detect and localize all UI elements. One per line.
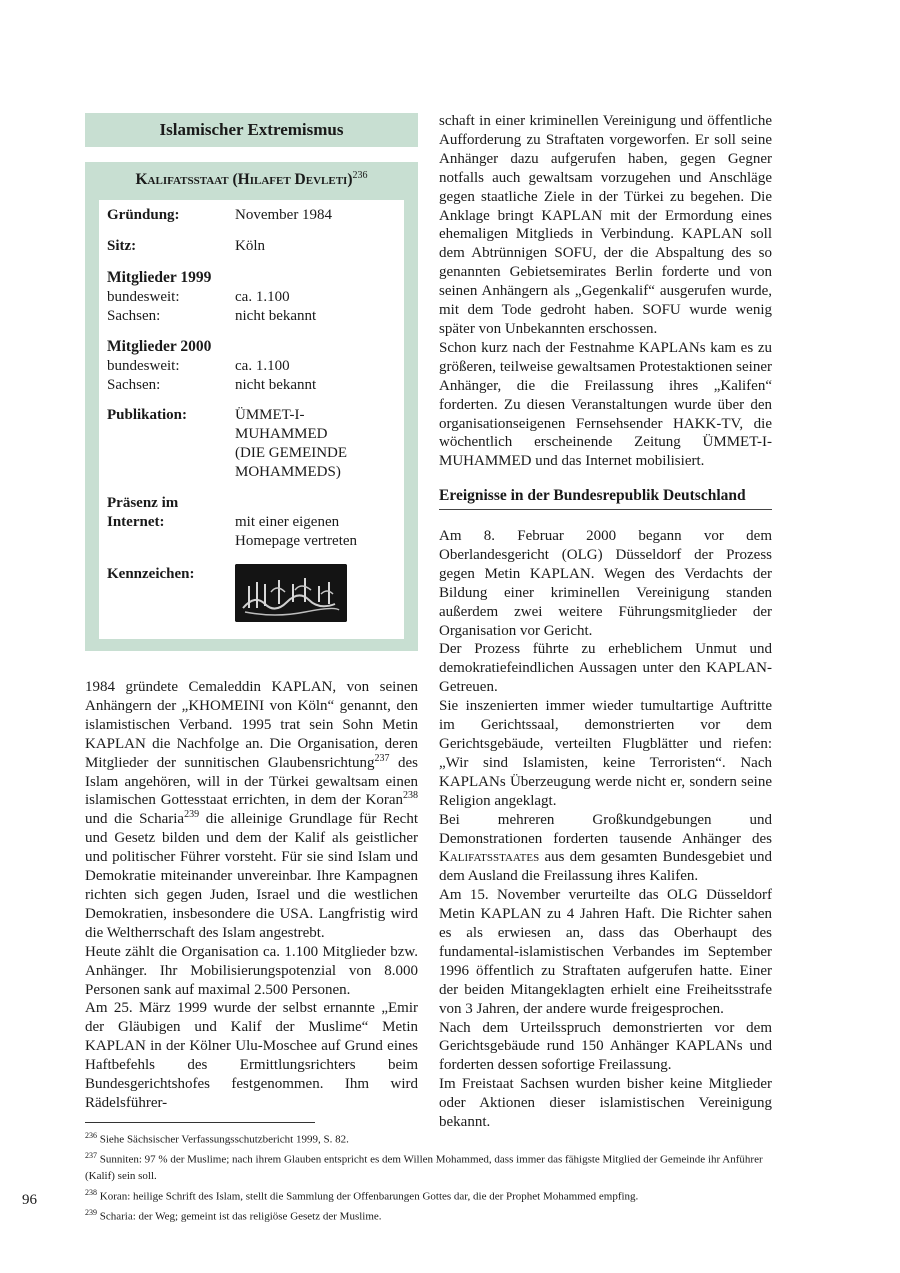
bundesweit-label: bundesweit: (107, 358, 180, 374)
sachsen-label: Sachsen: (107, 308, 161, 324)
footnote-number: 237 (85, 1151, 97, 1161)
paragraph: Schon kurz nach der Festnahme KAPLANs kam es zu größeren, teilweise gewaltsamen Protestaktionen seiner Anhänger, die die Freilassung ihres „Kalifen“ forderten. Zu diesen Veranstaltungen wurde über den organisationseigenen Fernsehsender HAKK-TV, die wöchentlich erscheinende Zeitung ÜMMET-I-MUHAMMED und das Internet mobilisiert. (439, 339, 772, 470)
footnote-number: 238 (85, 1187, 97, 1197)
paragraph: Im Freistaat Sachsen wurden bisher keine Mitglieder oder Aktionen dieser islamistischen Vereinigung bekannt. (439, 1076, 772, 1131)
sachsen-label: Sachsen: (107, 377, 161, 393)
publikation-line: ÜMMET-I- (235, 407, 305, 423)
footnote-text: Siehe Sächsischer Verfassungsschutzbericht 1999, S. 82. (97, 1133, 349, 1146)
praesenz-label-line: Präsenz im (107, 495, 179, 511)
footnote-text: Koran: heilige Schrift des Islam, stellt die Sammlung der Offenbarungen Gottes dar, die der Prophet Mohammed empfing. (97, 1190, 639, 1203)
bundesweit-1999-value: ca. 1.100 (235, 289, 290, 305)
gruendung-label: Gründung: (107, 207, 180, 223)
text-span: 1984 gründete Cemaleddin KAPLAN, von seinen Anhängern der „KHOMEINI von Köln“ genannt, den islamistischen Verband. 1995 trat sein Sohn Metin KAPLAN die Nachfolge an. Die Organisation, deren Mitglieder der sunnitischen Glaubensrichtung (85, 679, 418, 771)
kennzeichen-label: Kennzeichen: (107, 566, 195, 582)
footnote-text: Scharia: der Weg; gemeint ist das religiöse Gesetz der Muslime. (97, 1210, 382, 1223)
footnote (85, 1185, 775, 1205)
paragraph (439, 811, 772, 887)
footnote-number: 239 (85, 1207, 97, 1217)
calligraphy-emblem-icon (235, 564, 347, 622)
paragraph: Am 25. März 1999 wurde der selbst ernannte „Emir der Gläubigen und Kalif der Muslime“ Metin KAPLAN in der Kölner Ulu-Moschee auf Grund eines Haftbefehls des Ermittlungsrichters beim Bundesgerichtshofes festgenommen. Ihm wird Rädelsführer- (85, 1000, 418, 1111)
bundesweit-label: bundesweit: (107, 289, 180, 305)
section-subheading: Ereignisse in der Bundesrepublik Deutschland (439, 487, 772, 510)
footnote-ref-238: 238 (403, 790, 418, 802)
text-span: die alleinige Grundlage für Recht und Gesetz bilden und dem der Kalif als geistlicher und politischer Führer vorsteht. Für sie sind Islam und Demokratie miteinander unvereinbar. Ihre Kampagnen richten sich gegen Juden, Israel und die westlichen Demokratien, insbesondere die USA. Langfristig wird die Weltherrschaft des Islam angestrebt. (85, 811, 418, 941)
paragraph: Nach dem Urteilsspruch demonstrierten vor dem Gerichtsgebäude rund 150 Anhänger KAPLANs und forderten dessen sofortige Freilassung. (439, 1019, 772, 1074)
sitz-value: Köln (235, 238, 265, 254)
publikation-value (235, 406, 347, 482)
footnote-text: Sunniten: 97 % der Muslime; nach ihrem Glauben entspricht es dem Willen Mohammed, dass immer das fähigste Mitglied der Gemeinde ihr Anführer (Kalif) sein soll. (85, 1153, 763, 1183)
praesenz-label-line: Internet: (107, 514, 165, 530)
sachsen-2000-value: nicht bekannt (235, 377, 317, 393)
gruendung-value: November 1984 (235, 207, 333, 223)
organization-facts (99, 200, 404, 639)
organization-info-box (85, 162, 418, 651)
text-span: Bei mehreren Großkundgebungen und Demonstrationen forderten tausende Anhänger des (439, 811, 772, 847)
page-number: 96 (22, 1192, 37, 1208)
organization-name-part: Kalifatsstaat ( (135, 171, 238, 189)
section-title: Islamischer Extremismus (85, 113, 418, 147)
paragraph (85, 678, 418, 943)
footnotes (85, 1128, 775, 1225)
footnote (85, 1205, 775, 1225)
praesenz-value-line: Homepage vertreten (235, 533, 358, 549)
praesenz-value (235, 513, 357, 551)
publikation-label: Publikation: (107, 407, 188, 423)
footnote-divider (85, 1122, 315, 1123)
footnote-ref-239: 239 (184, 809, 200, 821)
praesenz-value-line: mit einer eigenen (235, 514, 340, 530)
footnote (85, 1148, 775, 1185)
sachsen-1999-value: nicht bekannt (235, 308, 317, 324)
paragraph: Der Prozess führte zu erheblichem Unmut und demokratiefeindlichen Aussagen unter den KAPLAN-Getreuen. (439, 641, 772, 696)
praesenz-label (107, 494, 178, 532)
paragraph: Sie inszenierten immer wieder tumultartige Auftritte im Gerichtssaal, demonstrierten vor dem Gerichtsgebäude, verteilten Flugblätter und riefen: „Wir sind Islamisten, keine Terroristen“. Nach KAPLANs Überzeugung werde nicht er, sondern seine Religion angeklagt. (439, 698, 772, 809)
left-column-text (85, 678, 418, 1113)
right-column-text-top (439, 112, 772, 471)
organization-name (85, 170, 418, 189)
organization-name-part: ) (347, 171, 353, 189)
mitglieder-2000-label: Mitglieder 2000 (107, 338, 212, 355)
bundesweit-2000-value: ca. 1.100 (235, 358, 290, 374)
footnote-ref-236: 236 (352, 170, 368, 181)
right-column-text-bottom (439, 527, 772, 1132)
paragraph: schaft in einer kriminellen Vereinigung und öffentliche Aufforderung zu Straftaten vorgeworfen. Er soll seine Anhänger dazu aufgerufen haben, gegen Gegner notfalls auch gewaltsam vorzugehen und Anschläge gegen staatliche Ziele in der Türkei zu begehen. Die Anklage bringt KAPLAN mit der Ermordung eines ehemaligen Mitglieds in Verbindung. KAPLAN soll dem Abtrünnigen SOFU, der die Abspaltung des so genannten Gebietsemirates Berlin forderte und von seinen Anhängern als „Gegenkalif“ ausgerufen wurde, mit dem Tode gedroht haben. SOFU wurde wenig später von Unbekannten erschossen. (439, 113, 772, 337)
mitglieder-1999-label: Mitglieder 1999 (107, 269, 212, 286)
paragraph: Am 15. November verurteilte das OLG Düsseldorf Metin KAPLAN zu 4 Jahren Haft. Die Richter sahen es als erwiesen an, dass das Oberhaupt des fundamental-islamistischen Verbandes im September 1996 öffentlich zu Straftaten aufgerufen hatte. Einer der beiden Mitangeklagten erhielt eine Freiheitsstrafe von 3 Jahren, der andere wurde freigesprochen. (439, 887, 772, 1017)
organization-name-inline: Kalifatsstaates (439, 849, 540, 866)
publikation-line: MUHAMMED (235, 426, 328, 442)
footnote-ref-237: 237 (374, 752, 390, 764)
text-span: des Islam angehören, will in der Türkei gewaltsam einen islamischen Gottesstaat errichten, in dem der Koran (85, 754, 418, 809)
footnote-number: 236 (85, 1131, 97, 1140)
text-span: aus dem gesamten Bundesgebiet und dem Ausland die Freilassung ihres Kalifen. (439, 849, 772, 885)
text-span: und die Scharia (85, 811, 185, 828)
footnote (85, 1128, 775, 1148)
organization-name-turkish: Hilafet Devleti (237, 171, 348, 189)
publikation-line: (DIE GEMEINDE (235, 445, 348, 461)
publikation-line: MOHAMMEDS) (235, 464, 341, 480)
sitz-label: Sitz: (107, 238, 137, 254)
paragraph: Am 8. Februar 2000 begann vor dem Oberlandesgericht (OLG) Düsseldorf der Prozess gegen Metin KAPLAN. Wegen des Verdachts der Bildung einer kriminellen Vereinigung standen außerdem zwei weitere Führungsmitglieder der Organisation vor Gericht. (439, 528, 772, 639)
paragraph: Heute zählt die Organisation ca. 1.100 Mitglieder bzw. Anhänger. Ihr Mobilisierungspotenzial von 8.000 Personen sank auf maximal 2.500 Personen. (85, 943, 418, 998)
calligraphy-emblem-image (235, 564, 347, 622)
